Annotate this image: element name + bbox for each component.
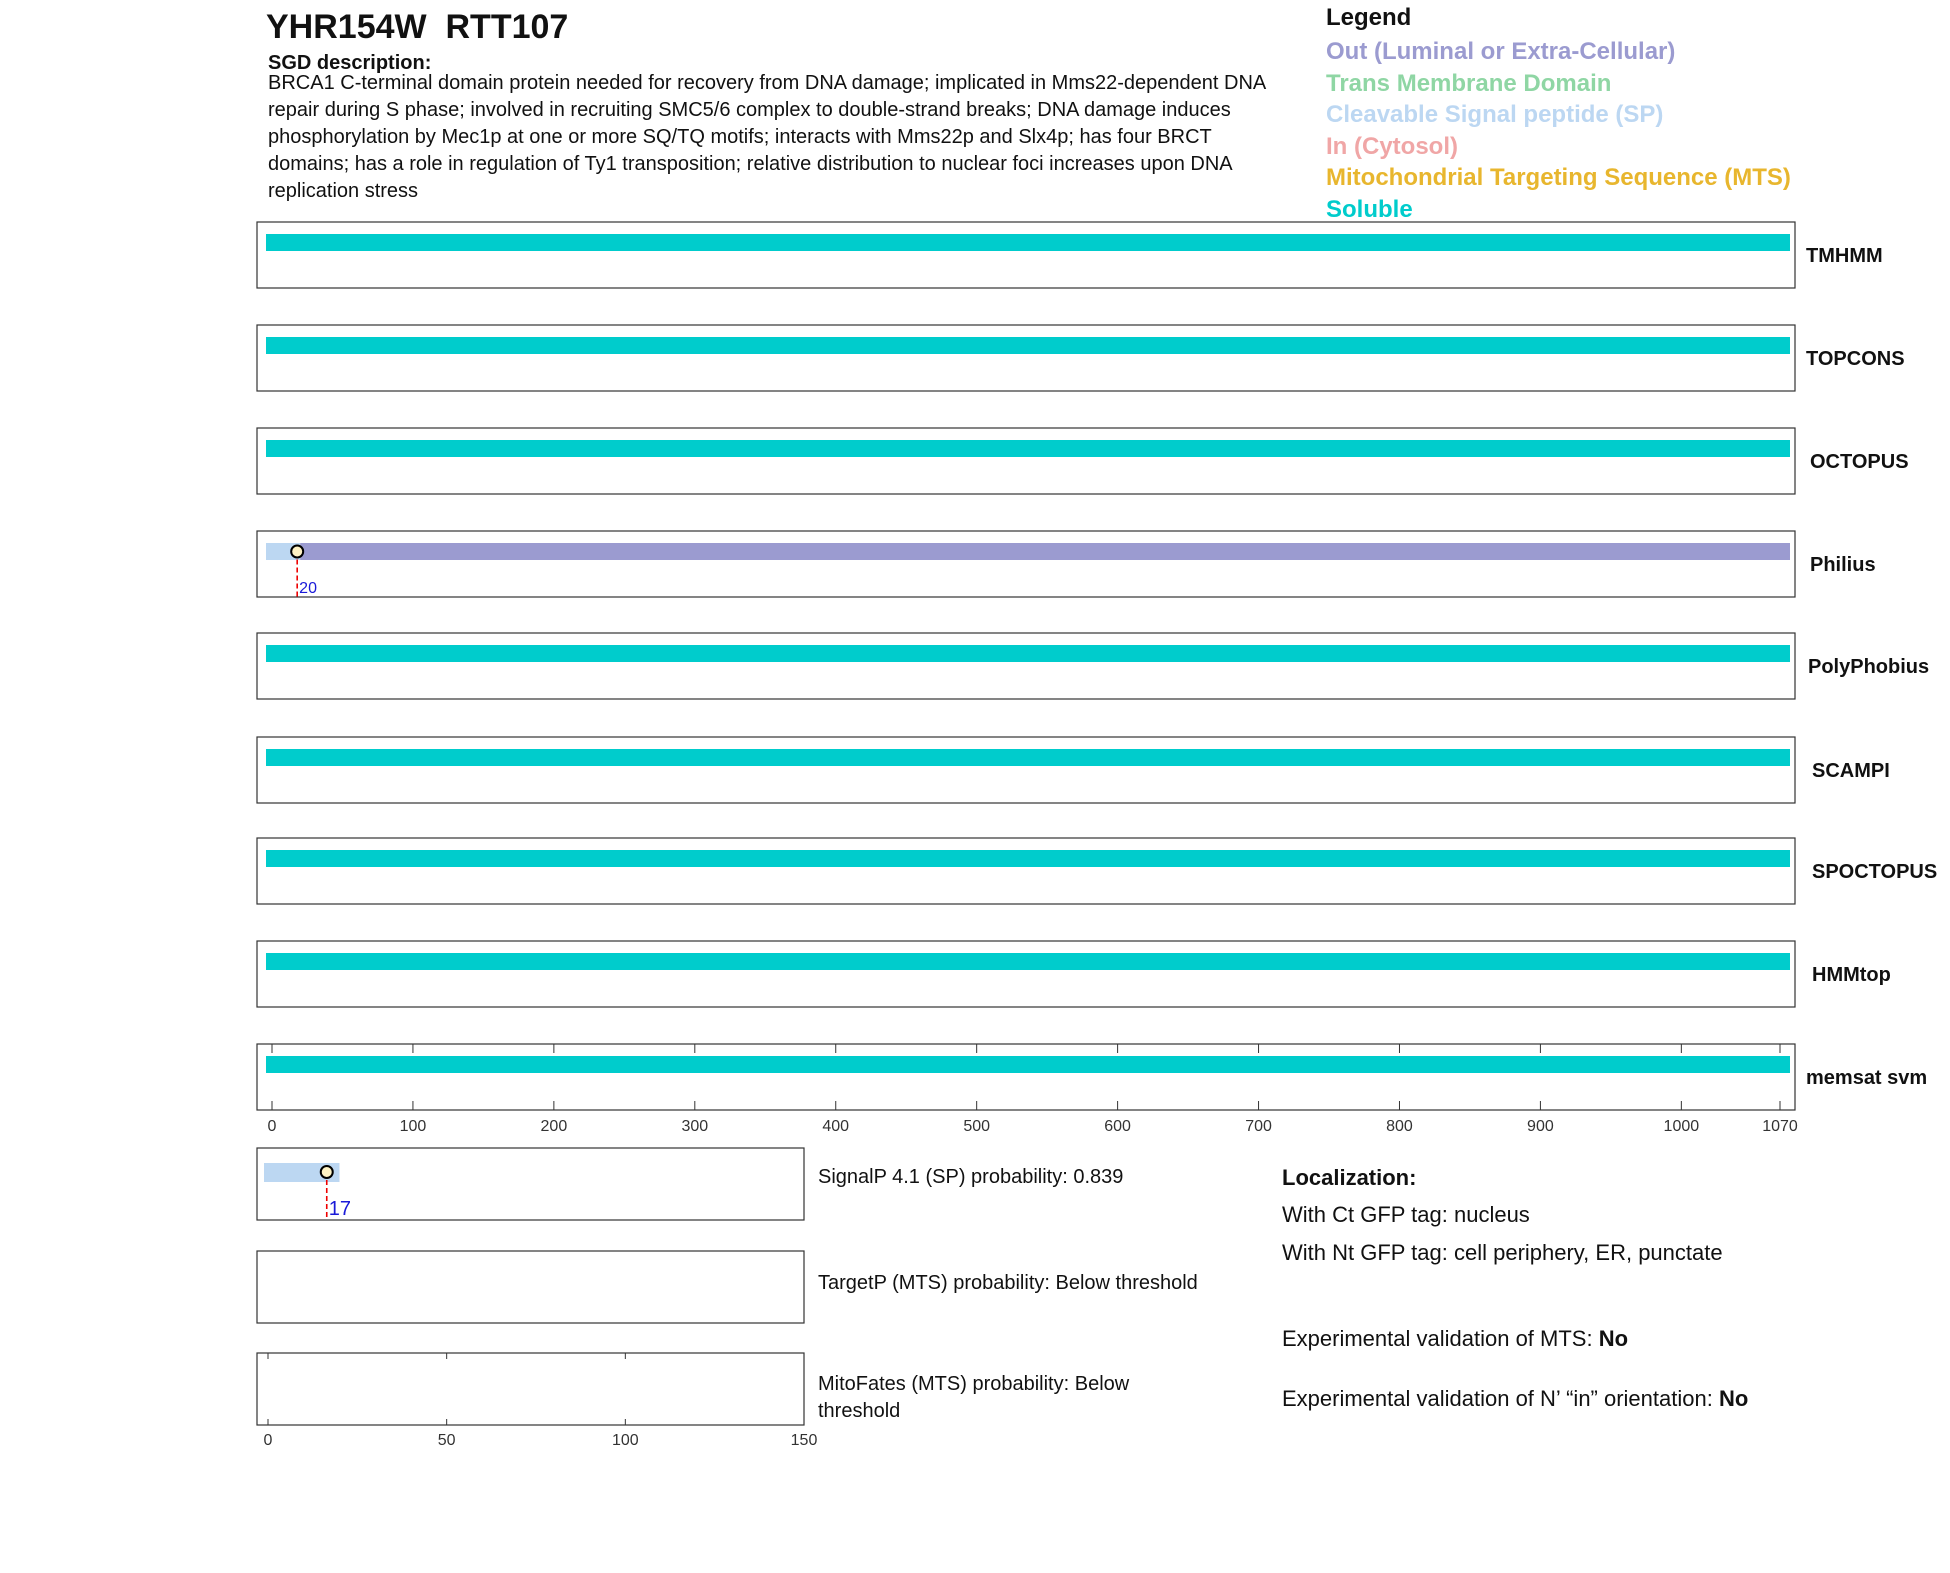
track-label-spoctopus: SPOCTOPUS — [1812, 861, 1938, 883]
track-label-philius: Philius — [1810, 554, 1876, 576]
nin-validation-prefix: Experimental validation of N’ “in” orientation: — [1282, 1386, 1719, 1411]
track-label-tmhmm: TMHMM — [1806, 245, 1883, 267]
panel-x-tick-label-0: 0 — [263, 1432, 273, 1449]
segment-scampi-0 — [266, 749, 1790, 766]
mitofates-label-line2: threshold — [818, 1400, 901, 1422]
track-label-scampi: SCAMPI — [1812, 760, 1890, 782]
sgd-description-text: BRCA1 C-terminal domain protein needed for recovery from DNA damage; implicated in Mms22-dependent DNA repair during S phase; involved in recruiting SMC5/6 complex to double-strand breaks; DNA damage induces phosphorylation by Mec1p at one or more SQ/TQ motifs; interacts with Mms22p and Slx4p; has four BRCT domains; has a role in regulation of Ty1 transposition; relative distribution to nuclear foci increases upon DNA replication stress — [268, 72, 1266, 202]
legend-title: Legend — [1326, 4, 1412, 31]
panel-box-targetp — [257, 1251, 804, 1323]
legend-item-soluble: Soluble — [1326, 195, 1413, 223]
localization-nt: With Nt GFP tag: cell periphery, ER, punctate — [1282, 1240, 1723, 1265]
track-box-memsat-svm — [257, 1044, 1795, 1110]
x-tick-label-600: 600 — [1104, 1118, 1131, 1135]
x-tick-label-200: 200 — [540, 1118, 568, 1135]
track-box-octopus — [257, 428, 1795, 494]
legend-item-out: Out (Luminal or Extra-Cellular) — [1326, 38, 1676, 65]
track-box-topcons — [257, 325, 1795, 391]
segment-polyphobius-0 — [266, 645, 1790, 662]
track-box-philius — [257, 531, 1795, 597]
track-label-topcons: TOPCONS — [1806, 348, 1905, 370]
track-label-memsat-svm: memsat svm — [1806, 1067, 1928, 1089]
x-tick-label-300: 300 — [681, 1118, 709, 1135]
panel-x-tick-label-50: 50 — [437, 1432, 456, 1449]
panel-cleavage-marker-signalp — [321, 1166, 333, 1178]
track-label-polyphobius: PolyPhobius — [1808, 656, 1930, 678]
localization-title: Localization: — [1282, 1165, 1417, 1190]
x-tick-label-500: 500 — [963, 1118, 991, 1135]
track-box-tmhmm — [257, 222, 1795, 288]
mts-validation — [1282, 1326, 1628, 1352]
panel-box-mitofates — [257, 1353, 804, 1425]
x-tick-label-400: 400 — [822, 1118, 850, 1135]
legend-item-tm: Trans Membrane Domain — [1326, 69, 1612, 97]
cleavage-marker-philius — [291, 546, 303, 558]
legend-item-in: In (Cytosol) — [1326, 132, 1458, 160]
nin-validation — [1282, 1386, 1748, 1412]
nin-validation-value: No — [1718, 1386, 1749, 1411]
track-box-polyphobius — [257, 633, 1795, 699]
track-label-hmmtop: HMMtop — [1812, 964, 1891, 986]
signalp-label: SignalP 4.1 (SP) probability: 0.839 — [818, 1166, 1124, 1188]
cleavage-label-philius: 20 — [299, 580, 317, 597]
x-tick-label-700: 700 — [1245, 1118, 1272, 1135]
segment-topcons-0 — [266, 337, 1790, 354]
segment-memsat-svm-0 — [266, 1056, 1790, 1073]
x-tick-label-900: 900 — [1527, 1118, 1554, 1135]
track-box-spoctopus — [257, 838, 1795, 904]
track-box-hmmtop — [257, 941, 1795, 1007]
track-box-scampi — [257, 737, 1795, 803]
panel-x-tick-label-150: 150 — [790, 1432, 818, 1449]
legend-item-sp: Cleavable Signal peptide (SP) — [1326, 101, 1664, 128]
segment-tmhmm-0 — [266, 234, 1790, 251]
sgd-description-label: SGD description: — [268, 52, 432, 74]
x-tick-label-800: 800 — [1386, 1118, 1413, 1135]
segment-octopus-0 — [266, 440, 1790, 457]
x-tick-label-0: 0 — [267, 1118, 277, 1135]
mts-validation-prefix: Experimental validation of MTS: — [1282, 1326, 1599, 1351]
segment-hmmtop-0 — [266, 953, 1790, 970]
panel-cleavage-label-signalp: 17 — [328, 1198, 351, 1220]
legend-item-mts: Mitochondrial Targeting Sequence (MTS) — [1326, 164, 1791, 191]
segment-philius-1 — [300, 543, 1790, 560]
segment-spoctopus-0 — [266, 850, 1790, 867]
targetp-label: TargetP (MTS) probability: Below threshold — [818, 1272, 1198, 1294]
localization-ct: With Ct GFP tag: nucleus — [1282, 1202, 1530, 1227]
mitofates-label — [818, 1371, 1129, 1425]
track-label-octopus: OCTOPUS — [1810, 451, 1909, 473]
mts-validation-value: No — [1598, 1326, 1629, 1351]
panel-x-tick-label-100: 100 — [611, 1432, 639, 1449]
x-tick-label-1070: 1070 — [1762, 1118, 1798, 1135]
x-tick-label-100: 100 — [399, 1118, 427, 1135]
page-title: YHR154W RTT107 — [266, 8, 569, 46]
x-tick-label-1000: 1000 — [1663, 1118, 1700, 1135]
mitofates-label-line1: MitoFates (MTS) probability: Below — [818, 1373, 1130, 1395]
